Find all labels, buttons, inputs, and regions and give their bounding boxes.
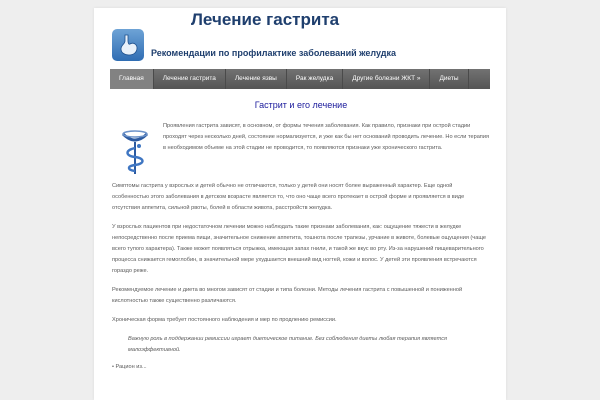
nav-item-home[interactable]: Главная [110, 69, 154, 89]
main-navigation [110, 69, 490, 89]
nav-item-gastritis[interactable]: Лечение гастрита [154, 69, 226, 89]
post-content [112, 100, 490, 370]
post-paragraph-1: Проявления гастрита зависят, в основном, от формы течения заболевания. Как правило, признаки при острой стадии проходят через несколько дней, состояние нормализуется, и уже как бы нет оснований проводить лечение. Но если терапия в необходимом объеме на этой стадии не проводится, то появляются признаки уже хронического гастрита. [163, 123, 489, 151]
list-item: • Рацион из... [112, 364, 147, 370]
nav-item-ulcer[interactable]: Лечение язвы [226, 69, 287, 89]
nav-item-cancer[interactable]: Рак желудка [287, 69, 343, 89]
post-title: Гастрит и его лечение [254, 100, 348, 110]
page-container [94, 8, 506, 400]
site-logo[interactable] [112, 29, 144, 61]
nav-item-diets[interactable]: Диеты [430, 69, 468, 89]
intro-block [112, 121, 490, 181]
post-paragraph-4: Рекомендуемое лечение и диета во многом зависят от стадии и типа болезни. Методы лечения гастрита с повышенной и пониженной кислотностью также существенно различаются. [112, 287, 463, 304]
post-paragraph-5: Хроническая форма требует постоянного наблюдения и мер по продлению ремиссии. [112, 317, 337, 323]
post-paragraph-2: Симптомы гастрита у взрослых и детей обычно не отличаются, только у детей они носят более выраженный характер. Еще одной особенностью этого заболевания в детском возрасте является то, что оно чаще всего протекает в острой форме и проявляется в виде отсутствия аппетита, сильной рвоты, болей в области живота, расстройств желудка. [112, 183, 465, 211]
stomach-icon [116, 33, 140, 57]
nav-item-other-diseases[interactable]: Другие болезни ЖКТ » [343, 69, 430, 89]
site-description: Рекомендации по профилактике заболеваний желудка [151, 48, 397, 58]
post-paragraph-3: У взрослых пациентов при недостаточном лечении можно наблюдать такие признаки заболевания, как: ощущение тяжести в желудке непосредственно после приема пищи, значительное снижение аппетита, тошнота после трапезы, урчание в животе, болевые ощущения (чаще всего тупого характера). Также может появляться отрыжка, имеющая запах гнили, и такой же вкус во рту. Из-за нарушений пищеварительного процесса снижается гемоглобин, в значительной мере ухудшается внешний вид ногтей, кожи и волос. У детей эти проявления встречаются гораздо реже. [112, 224, 486, 274]
medical-snake-bowl-icon [117, 124, 153, 176]
site-title[interactable]: Лечение гастрита [191, 10, 340, 29]
post-quote: Важную роль в поддержании ремиссии играет диетическое питание. Без соблюдения диеты любая терапия является малоэффективной. [128, 336, 447, 353]
